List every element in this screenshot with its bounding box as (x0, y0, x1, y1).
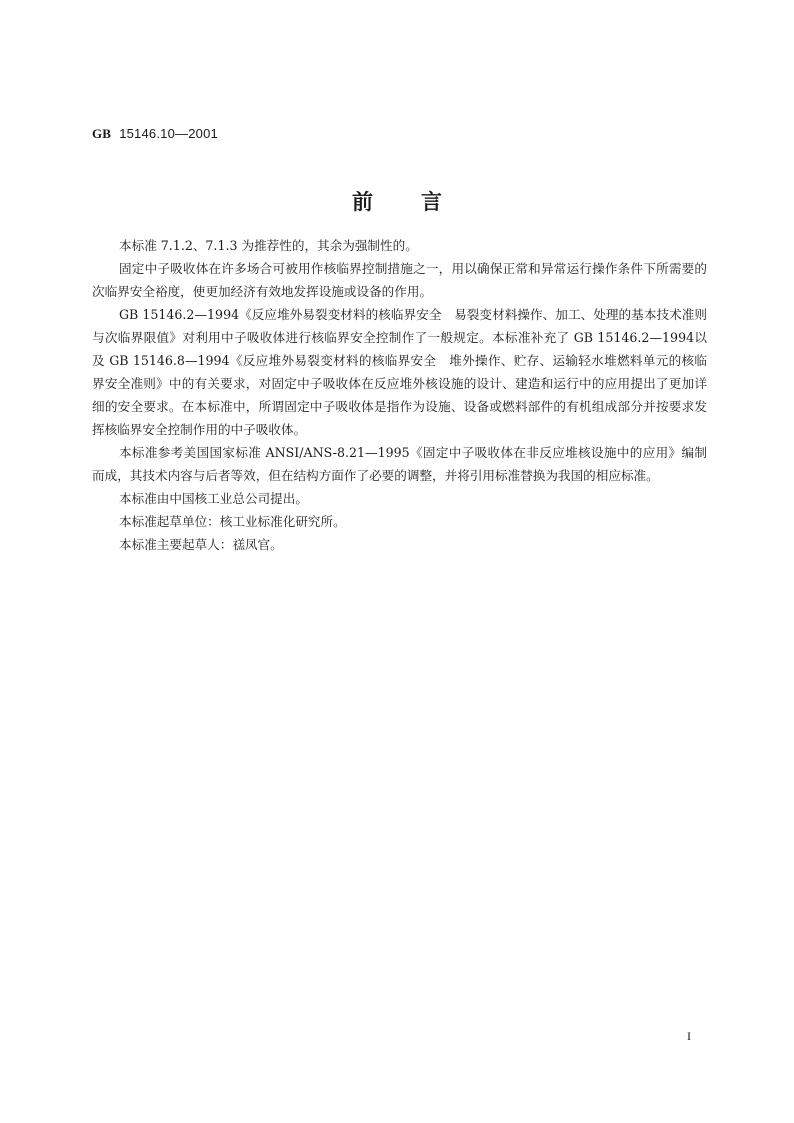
paragraph: 本标准起草单位：核工业标准化研究所。 (119, 514, 346, 529)
standard-number: 15146.10—2001 (119, 126, 218, 141)
paragraph: 固定中子吸收体在许多场合可被用作核临界控制措施之一，用以确保正常和异常运行操作条件下所需要的次临界安全裕度，使更加经济有效地发挥设施或设备的作用。 (92, 261, 707, 299)
foreword-body (92, 234, 707, 556)
paragraph: 本标准参考美国国家标准 ANSI/ANS-8.21—1995《固定中子吸收体在非反应堆核设施中的应用》编制而成，其技术内容与后者等效，但在结构方面作了必要的调整，并将引用标准替换为我国的相应标准。 (92, 445, 707, 483)
document-header (92, 126, 218, 142)
paragraph: 本标准由中国核工业总公司提出。 (119, 491, 308, 506)
paragraph: GB 15146.2—1994《反应堆外易裂变材料的核临界安全 易裂变材料操作、加工、处理的基本技术准则与次临界限值》对利用中子吸收体进行核临界安全控制作了一般规定。本标准补充了 GB 15146.2—1994以及 GB 15146.8—1994《反应堆外易裂变材料的核临界安全 堆外操作、贮存、运输轻水堆燃料单元的核临界安全准则》中的有关要求，对固定中子吸收体在反应堆外核设施的设计、建造和运行中的应用提出了更加详细的安全要求。在本标准中，所谓固定中子吸收体是指作为设施、设备或燃料部件的有机组成部分并按要求发挥核临界安全控制作用的中子吸收体。 (92, 307, 707, 437)
page-number: I (687, 1029, 691, 1043)
paragraph: 本标准主要起草人：禚凤官。 (119, 537, 283, 552)
paragraph: 本标准 7.1.2、7.1.3 为推荐性的，其余为强制性的。 (119, 238, 418, 253)
page-title: 前言 (352, 190, 490, 214)
standard-prefix: GB (92, 126, 112, 141)
